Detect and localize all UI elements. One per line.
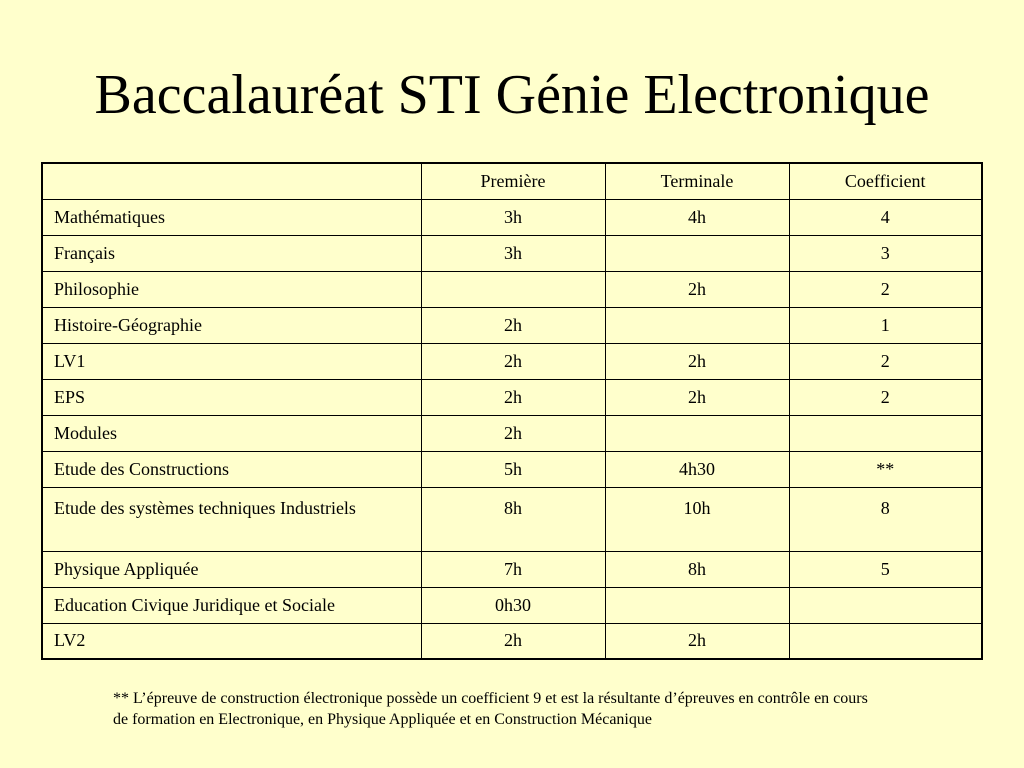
cell-subject: LV1 bbox=[42, 343, 421, 379]
cell-premiere: 2h bbox=[421, 307, 605, 343]
cell-subject: Philosophie bbox=[42, 271, 421, 307]
table-row bbox=[42, 451, 982, 487]
cell-premiere: 2h bbox=[421, 379, 605, 415]
cell-subject: Mathématiques bbox=[42, 199, 421, 235]
table-row bbox=[42, 379, 982, 415]
cell-coefficient: 1 bbox=[789, 307, 982, 343]
cell-premiere: 2h bbox=[421, 623, 605, 659]
cell-terminale bbox=[605, 307, 789, 343]
table-row bbox=[42, 271, 982, 307]
table-row bbox=[42, 343, 982, 379]
table-row bbox=[42, 415, 982, 451]
cell-coefficient bbox=[789, 587, 982, 623]
cell-coefficient: 2 bbox=[789, 271, 982, 307]
table-row bbox=[42, 551, 982, 587]
cell-subject: Etude des systèmes techniques Industriels bbox=[42, 487, 421, 551]
header-premiere: Première bbox=[421, 163, 605, 199]
header-subject bbox=[42, 163, 421, 199]
table-row bbox=[42, 235, 982, 271]
timetable-table-wrapper bbox=[41, 162, 983, 660]
timetable-table bbox=[41, 162, 983, 660]
cell-terminale: 10h bbox=[605, 487, 789, 551]
cell-coefficient: 4 bbox=[789, 199, 982, 235]
header-terminale: Terminale bbox=[605, 163, 789, 199]
cell-terminale: 4h30 bbox=[605, 451, 789, 487]
cell-terminale: 2h bbox=[605, 379, 789, 415]
cell-terminale: 2h bbox=[605, 343, 789, 379]
table-row bbox=[42, 307, 982, 343]
cell-coefficient: 8 bbox=[789, 487, 982, 551]
cell-premiere: 2h bbox=[421, 415, 605, 451]
cell-premiere: 3h bbox=[421, 235, 605, 271]
cell-coefficient: 2 bbox=[789, 379, 982, 415]
table-header-row bbox=[42, 163, 982, 199]
page-title: Baccalauréat STI Génie Electronique bbox=[94, 64, 930, 126]
cell-coefficient bbox=[789, 415, 982, 451]
footnote: ** L’épreuve de construction électronique possède un coefficient 9 et est la résultante d’épreuves en contrôle en cours de formation en Electronique, en Physique Appliquée et en Construction Mécanique bbox=[113, 690, 868, 728]
cell-terminale: 2h bbox=[605, 271, 789, 307]
cell-premiere: 2h bbox=[421, 343, 605, 379]
cell-premiere: 8h bbox=[421, 487, 605, 551]
table-row bbox=[42, 487, 982, 551]
cell-terminale: 8h bbox=[605, 551, 789, 587]
header-coefficient: Coefficient bbox=[789, 163, 982, 199]
cell-subject: Histoire-Géographie bbox=[42, 307, 421, 343]
cell-premiere: 5h bbox=[421, 451, 605, 487]
cell-subject: Modules bbox=[42, 415, 421, 451]
cell-subject: Physique Appliquée bbox=[42, 551, 421, 587]
cell-coefficient: ** bbox=[789, 451, 982, 487]
cell-premiere: 7h bbox=[421, 551, 605, 587]
cell-premiere: 0h30 bbox=[421, 587, 605, 623]
cell-subject: EPS bbox=[42, 379, 421, 415]
cell-coefficient: 5 bbox=[789, 551, 982, 587]
cell-terminale bbox=[605, 587, 789, 623]
table-row bbox=[42, 587, 982, 623]
cell-subject: Français bbox=[42, 235, 421, 271]
cell-premiere bbox=[421, 271, 605, 307]
cell-terminale: 4h bbox=[605, 199, 789, 235]
cell-premiere: 3h bbox=[421, 199, 605, 235]
table-row bbox=[42, 199, 982, 235]
cell-coefficient: 3 bbox=[789, 235, 982, 271]
cell-terminale bbox=[605, 415, 789, 451]
cell-terminale bbox=[605, 235, 789, 271]
cell-coefficient bbox=[789, 623, 982, 659]
table-row bbox=[42, 623, 982, 659]
cell-subject: Etude des Constructions bbox=[42, 451, 421, 487]
cell-subject: LV2 bbox=[42, 623, 421, 659]
cell-terminale: 2h bbox=[605, 623, 789, 659]
cell-coefficient: 2 bbox=[789, 343, 982, 379]
cell-subject: Education Civique Juridique et Sociale bbox=[42, 587, 421, 623]
